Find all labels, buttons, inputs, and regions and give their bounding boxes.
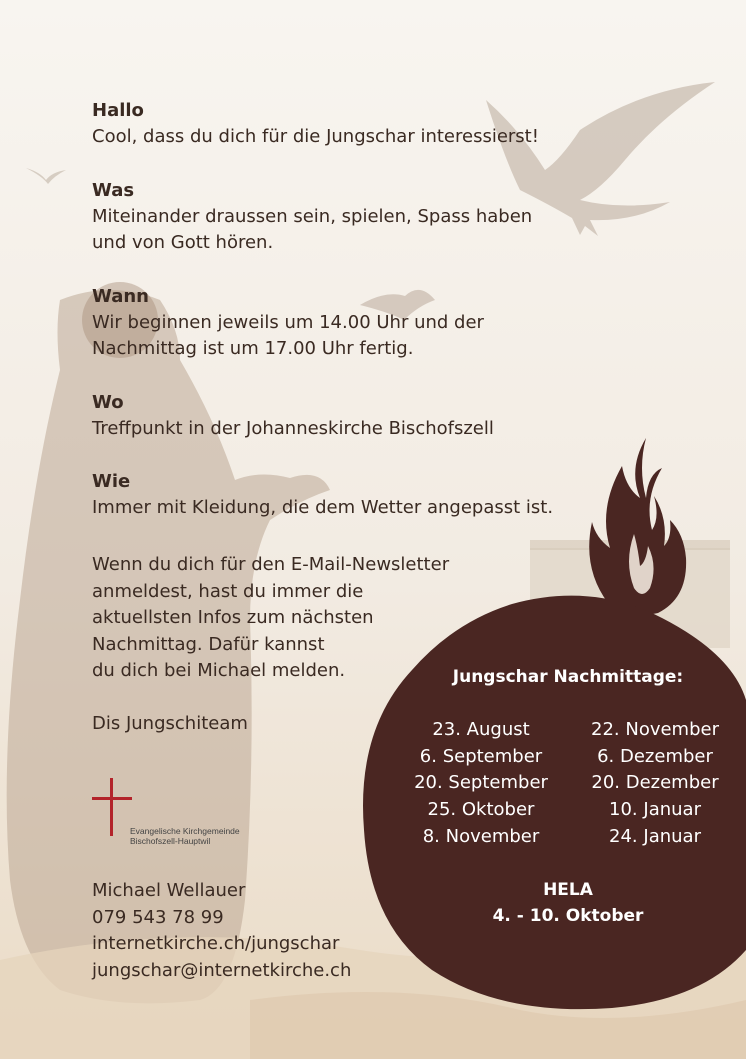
- section-wie: [92, 469, 592, 522]
- newsletter-line: anmeldest, hast du immer die: [92, 580, 364, 602]
- date-item: 22. November: [591, 719, 719, 740]
- dates-panel: [395, 664, 741, 929]
- section-text: Nachmittag ist um 17.00 Uhr fertig.: [92, 338, 414, 359]
- date-item: 24. Januar: [609, 825, 701, 847]
- section-text: Cool, dass du dich für die Jungschar interessierst!: [92, 126, 539, 147]
- date-item: 6. Dezember: [597, 745, 713, 767]
- cross-icon: [92, 778, 132, 836]
- contact-phone[interactable]: 079 543 78 99: [92, 906, 224, 928]
- date-item: 23. August: [432, 719, 530, 740]
- section-text: Wir beginnen jeweils um 14.00 Uhr und der: [92, 311, 484, 333]
- date-item: 6. September: [419, 745, 543, 767]
- contact-block: [92, 878, 351, 984]
- section-heading: Was: [92, 179, 135, 201]
- hela-title: HELA: [543, 879, 593, 900]
- church-logo: [92, 778, 292, 850]
- date-item: 20. Dezember: [591, 772, 719, 794]
- date-item: 8. November: [422, 825, 540, 847]
- section-wann: [92, 284, 592, 363]
- logo-text: [130, 826, 240, 846]
- info-sections: [92, 98, 592, 549]
- newsletter-line: du dich bei Michael melden.: [92, 660, 346, 681]
- section-text: Treffpunkt in der Johanneskirche Bischofszell: [92, 417, 494, 439]
- newsletter-line: aktuellsten Infos zum nächsten: [92, 607, 374, 628]
- section-heading: Wie: [92, 471, 131, 492]
- contact-email[interactable]: jungschar@internetkirche.ch: [92, 959, 352, 981]
- section-heading: Wo: [92, 391, 124, 413]
- signoff: Dis Jungschiteam: [92, 713, 248, 734]
- dates-right-column: [569, 717, 741, 851]
- section-text: Immer mit Kleidung, die dem Wetter angepasst ist.: [92, 497, 554, 518]
- section-hallo: [92, 98, 592, 151]
- section-text: Miteinander draussen sein, spielen, Spass haben: [92, 205, 533, 227]
- section-heading: Hallo: [92, 100, 144, 121]
- dates-title: Jungschar Nachmittage:: [452, 667, 684, 687]
- logo-line: Evangelische Kirchgemeinde: [130, 826, 240, 836]
- dates-left-column: [395, 717, 567, 851]
- newsletter-line: Wenn du dich für den E-Mail-Newsletter: [92, 554, 450, 575]
- hela-block: [395, 877, 741, 929]
- section-heading: Wann: [92, 285, 149, 307]
- section-text: und von Gott hören.: [92, 232, 274, 253]
- hela-dates: 4. - 10. Oktober: [492, 905, 644, 926]
- date-item: 25. Oktober: [427, 799, 535, 821]
- newsletter-line: Nachmittag. Dafür kannst: [92, 633, 325, 655]
- section-was: [92, 178, 592, 257]
- logo-line: Bischofszell-Hauptwil: [130, 836, 211, 846]
- section-wo: [92, 390, 592, 443]
- contact-name: Michael Wellauer: [92, 880, 246, 901]
- date-item: 20. September: [414, 772, 548, 794]
- date-item: 10. Januar: [609, 799, 701, 821]
- contact-website[interactable]: internetkirche.ch/jungschar: [92, 933, 340, 954]
- dates-columns: [395, 717, 741, 851]
